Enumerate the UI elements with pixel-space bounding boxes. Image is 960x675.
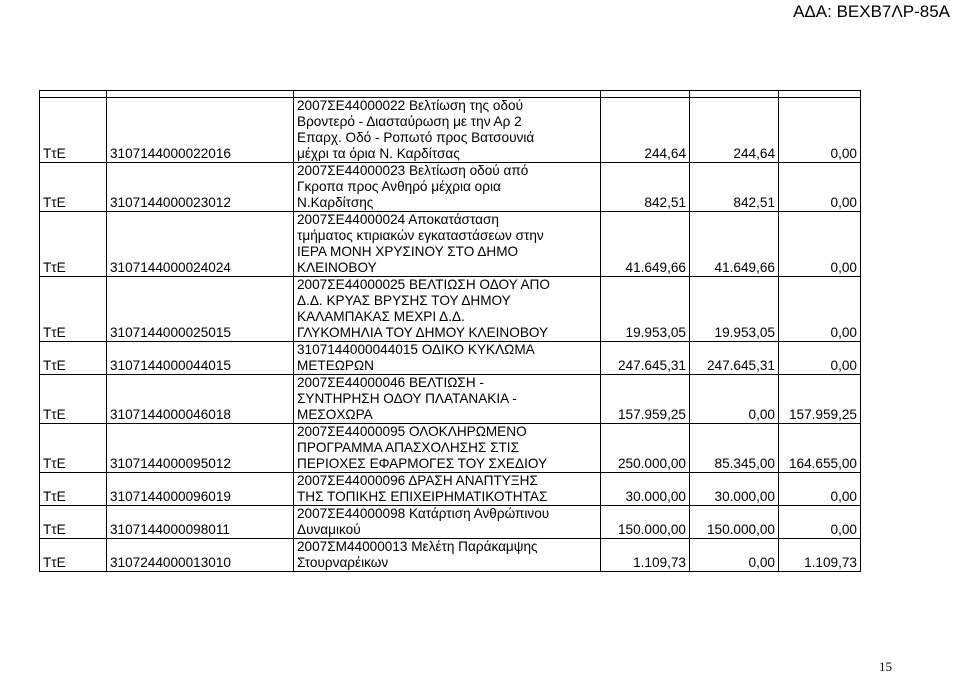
table-row [40,375,861,424]
description-line: 2007ΣΕ44000023 Βελτίωση οδού από [297,163,529,178]
description-line: ΜΕΤΕΩΡΩΝ [297,358,374,373]
description-line: μέχρι τα όρια Ν. Καρδίτσας [297,146,460,161]
row-type-cell: ΤτΕ [40,506,107,539]
row-amount-3-cell: 157.959,25 [779,375,861,424]
description-line: ΚΛΕΙΝΟΒΟΥ [297,260,377,275]
row-code-cell: 3107244000013010 [107,539,294,572]
row-amount-3-cell: 0,00 [779,212,861,277]
row-description-cell [294,539,601,572]
description-line: ΤΗΣ ΤΟΠΙΚΗΣ ΕΠΙΧΕΙΡΗΜΑΤΙΚΟΤΗΤΑΣ [297,489,548,504]
row-amount-2-cell: 0,00 [690,539,779,572]
row-amount-3-cell: 0,00 [779,277,861,342]
row-amount-3-cell: 0,00 [779,506,861,539]
row-amount-1-cell: 1.109,73 [601,539,690,572]
description-line: 2007ΣΕ44000095 ΟΛΟΚΛΗΡΩΜΕΝΟ [297,424,527,439]
row-amount-2-cell: 30.000,00 [690,473,779,506]
row-amount-2-cell: 150.000,00 [690,506,779,539]
row-description-cell [294,163,601,212]
description-line: ΜΕΣΟΧΩΡΑ [297,407,373,422]
row-type-cell: ΤτΕ [40,163,107,212]
row-type-cell: ΤτΕ [40,212,107,277]
row-code-cell: 3107144000098011 [107,506,294,539]
description-line: Στουρναρέικων [297,555,389,570]
row-amount-3-cell: 0,00 [779,98,861,163]
description-line: Ν.Καρδίτσης [297,195,374,210]
row-description-cell [294,473,601,506]
description-line: 2007ΣΕ44000096 ΔΡΑΣΗ ΑΝΑΠΤΥΞΗΣ [297,473,538,488]
description-line: 2007ΣΕ44000098 Κατάρτιση Ανθρώπινου [297,506,550,521]
row-code-cell: 3107144000023012 [107,163,294,212]
row-type-cell: ΤτΕ [40,473,107,506]
budget-table-body [40,91,861,572]
row-code-cell: 3107144000024024 [107,212,294,277]
row-amount-2-cell: 244,64 [690,98,779,163]
row-amount-1-cell: 30.000,00 [601,473,690,506]
row-amount-3-cell: 164.655,00 [779,424,861,473]
table-row [40,424,861,473]
row-amount-2-cell: 85.345,00 [690,424,779,473]
description-line: Επαρχ. Οδό - Ροπωτό προς Βατσουνιά [297,130,535,145]
row-type-cell: ΤτΕ [40,539,107,572]
description-line: τμήματος κτιριακών εγκαταστάσεων στην [297,228,544,243]
description-line: 2007ΣΕ44000022 Βελτίωση της οδού [297,98,524,113]
row-code-cell: 3107144000095012 [107,424,294,473]
row-code-cell: 3107144000044015 [107,342,294,375]
row-amount-3-cell: 0,00 [779,163,861,212]
description-line: ΙΕΡΑ ΜΟΝΗ ΧΡΥΣΙΝΟΥ ΣΤΟ ΔΗΜΟ [297,244,519,259]
table-row [40,473,861,506]
row-description-cell [294,375,601,424]
row-amount-1-cell: 150.000,00 [601,506,690,539]
row-code-cell: 3107144000022016 [107,98,294,163]
description-line: Γκροπα προς Ανθηρό μέχρια ορια [297,179,501,194]
row-amount-2-cell: 247.645,31 [690,342,779,375]
table-row [40,342,861,375]
description-line: 2007ΣΕ44000025 ΒΕΛΤΙΩΣΗ ΟΔΟΥ ΑΠΟ [297,277,550,292]
description-line: 2007ΣΜ44000013 Μελέτη Παράκαμψης [297,539,538,554]
row-amount-1-cell: 250.000,00 [601,424,690,473]
table-row [40,98,861,163]
ada-code: ΑΔΑ: ΒΕΧΒ7ΛΡ-85Α [793,2,950,21]
row-amount-3-cell: 1.109,73 [779,539,861,572]
row-amount-1-cell: 157.959,25 [601,375,690,424]
table-row [40,277,861,342]
table-spacer-row [40,91,861,98]
row-amount-1-cell: 19.953,05 [601,277,690,342]
description-line: Βροντερό - Διασταύρωση με την Αρ 2 [297,114,522,129]
row-description-cell [294,424,601,473]
row-type-cell: ΤτΕ [40,277,107,342]
description-line: 2007ΣΕ44000046 ΒΕΛΤΙΩΣΗ - [297,375,484,390]
row-amount-2-cell: 19.953,05 [690,277,779,342]
row-description-cell [294,98,601,163]
description-line: 2007ΣΕ44000024 Αποκατάσταση [297,212,499,227]
table-row [40,506,861,539]
row-amount-1-cell: 247.645,31 [601,342,690,375]
row-description-cell [294,277,601,342]
row-description-cell [294,212,601,277]
description-line: ΓΛΥΚΟΜΗΛΙΑ ΤΟΥ ΔΗΜΟΥ ΚΛΕΙΝΟΒΟΥ [297,325,549,340]
table-row [40,212,861,277]
row-type-cell: ΤτΕ [40,424,107,473]
row-amount-2-cell: 842,51 [690,163,779,212]
row-code-cell: 3107144000025015 [107,277,294,342]
row-amount-2-cell: 41.649,66 [690,212,779,277]
row-type-cell: ΤτΕ [40,342,107,375]
description-line: Δ.Δ. ΚΡΥΑΣ ΒΡΥΣΗΣ ΤΟΥ ΔΗΜΟΥ [297,293,511,308]
row-amount-3-cell: 0,00 [779,473,861,506]
row-amount-1-cell: 41.649,66 [601,212,690,277]
row-description-cell [294,342,601,375]
description-line: ΠΕΡΙΟΧΕΣ ΕΦΑΡΜΟΓΕΣ ΤΟΥ ΣΧΕΔΙΟΥ [297,456,548,471]
description-line: ΚΑΛΑΜΠΑΚΑΣ ΜΕΧΡΙ Δ.Δ. [297,309,465,324]
row-amount-1-cell: 842,51 [601,163,690,212]
row-code-cell: 3107144000096019 [107,473,294,506]
table-row [40,539,861,572]
row-code-cell: 3107144000046018 [107,375,294,424]
page-number: 15 [879,659,892,674]
description-line: ΠΡΟΓΡΑΜΜΑ ΑΠΑΣΧΟΛΗΣΗΣ ΣΤΙΣ [297,440,519,455]
table-row [40,163,861,212]
row-amount-3-cell: 0,00 [779,342,861,375]
row-amount-2-cell: 0,00 [690,375,779,424]
row-description-cell [294,506,601,539]
row-type-cell: ΤτΕ [40,375,107,424]
row-amount-1-cell: 244,64 [601,98,690,163]
row-type-cell: ΤτΕ [40,98,107,163]
description-line: Δυναμικού [297,522,361,537]
description-line: ΣΥΝΤΗΡΗΣΗ ΟΔΟΥ ΠΛΑΤΑΝΑΚΙΑ - [297,391,517,406]
budget-table [39,90,861,572]
description-line: 3107144000044015 ΟΔΙΚΟ ΚΥΚΛΩΜΑ [297,342,535,357]
